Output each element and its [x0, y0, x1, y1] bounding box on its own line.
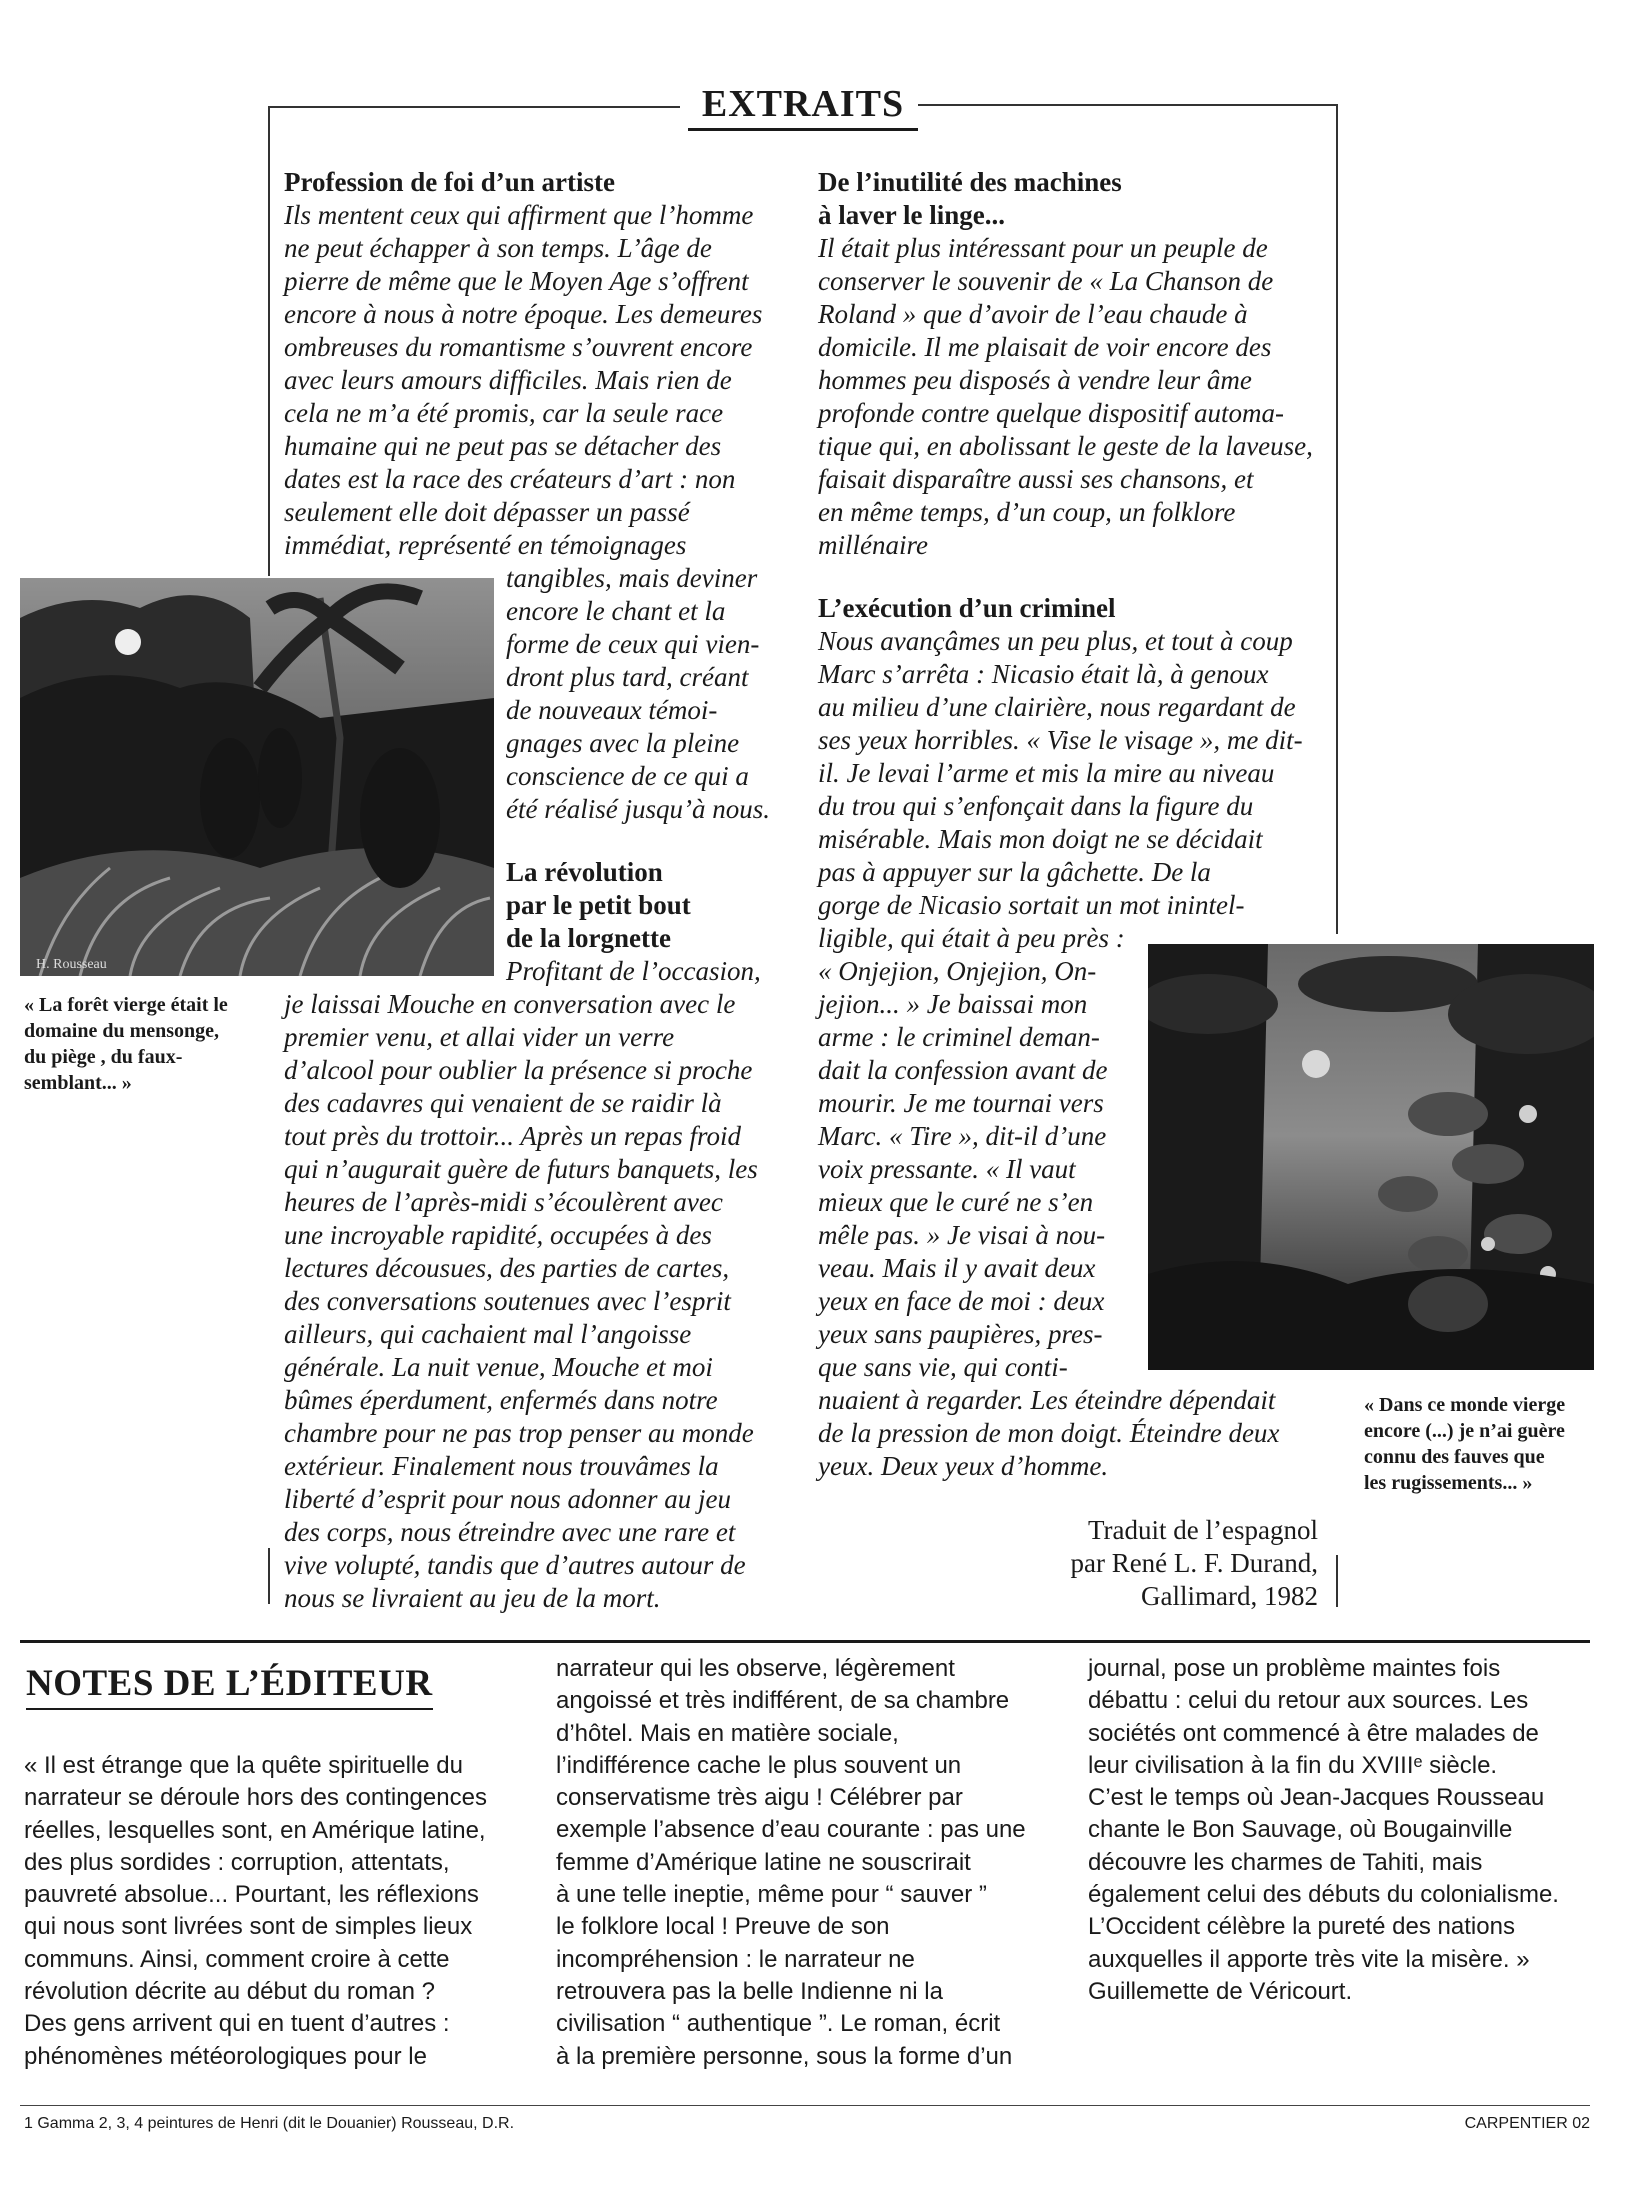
notes-line: auxquelles il apporte très vite la misère. » [1088, 1945, 1530, 1973]
text-line: gnages avec la pleine [506, 728, 740, 758]
caption-left [24, 992, 264, 1096]
text-line: misérable. Mais mon doigt ne se décidait [818, 824, 1263, 854]
notes-title: NOTES DE L’ÉDITEUR [26, 1662, 433, 1710]
text-line: été réalisé jusqu’à nous. [506, 794, 770, 824]
text-line: faisait disparaître aussi ses chansons, et [818, 464, 1254, 494]
page-title: EXTRAITS [688, 82, 918, 131]
text-line: yeux en face de moi : deux [818, 1286, 1105, 1316]
caption-line: encore (...) je n’ai guère [1364, 1420, 1565, 1442]
section-heading: par le petit bout [506, 890, 691, 920]
page-reference: CARPENTIER 02 [1464, 2115, 1590, 2132]
text-line: forme de ceux qui vien- [506, 629, 760, 659]
text-line: dates est la race des créateurs d’art : non [284, 464, 736, 494]
notes-line: révolution décrite au début du roman ? [24, 1978, 435, 2006]
notes-column-1 [24, 1750, 524, 2073]
text-line: premier venu, et allai vider un verre [284, 1022, 675, 1052]
section-revolution [506, 856, 780, 988]
notes-line: civilisation “ authentique ”. Le roman, écrit [556, 2010, 1001, 2038]
notes-line: exemple l’absence d’eau courante : pas une [556, 1816, 1026, 1844]
notes-line: conservatisme très aigu ! Célébrer par [556, 1784, 963, 1812]
text-line: mêle pas. » Je visai à nou- [818, 1220, 1106, 1250]
text-line: Profitant de l’occasion, [506, 956, 761, 986]
notes-line: des plus sordides : corruption, attentats, [24, 1848, 450, 1876]
notes-line: L’Occident célèbre la pureté des nations [1088, 1913, 1515, 1941]
notes-line: d’hôtel. Mais en matière sociale, [556, 1719, 899, 1747]
text-line: conscience de ce qui a [506, 761, 749, 791]
caption-line: connu des fauves que [1364, 1446, 1545, 1468]
jungle-painting-image [1148, 944, 1594, 1370]
text-block [284, 199, 780, 562]
text-line: ligible, qui était à peu près : [818, 923, 1125, 953]
text-block [818, 232, 1316, 562]
text-line: extérieur. Finalement nous trouvâmes la [284, 1451, 719, 1481]
notes-line: angoissé et très indifférent, de sa chambre [556, 1687, 1010, 1715]
text-line: tout près du trottoir... Après un repas froid [284, 1121, 742, 1151]
credit-line: Traduit de l’espagnol [1088, 1515, 1318, 1545]
text-line: voix pressante. « Il vaut [818, 1154, 1076, 1184]
notes-line: « Il est étrange que la quête spirituelle du [24, 1752, 463, 1779]
notes-line: narrateur qui les observe, légèrement [556, 1655, 955, 1682]
text-block-narrow [506, 562, 780, 826]
text-line: veau. Mais il y avait deux [818, 1253, 1096, 1283]
text-line: Ils mentent ceux qui affirment que l’homme [284, 200, 754, 230]
notes-line: réelles, lesquelles sont, en Amérique latine, [24, 1816, 486, 1844]
text-line: Marc. « Tire », dit-il d’une [818, 1121, 1107, 1151]
text-line: profonde contre quelque dispositif automa- [818, 398, 1284, 428]
painting-jungle-tiger [1148, 944, 1594, 1370]
text-line: conserver le souvenir de « La Chanson de [818, 266, 1274, 296]
notes-line: phénomènes météorologiques pour le [24, 2042, 427, 2070]
notes-line: l’indifférence cache le plus souvent un [556, 1751, 962, 1779]
photo-credits: 1 Gamma 2, 3, 4 peintures de Henri (dit le Douanier) Rousseau, D.R. [24, 2115, 515, 2132]
text-line: humaine qui ne peut pas se détacher des [284, 431, 722, 461]
text-line: du trou qui s’enfonçait dans la figure du [818, 791, 1254, 821]
text-line: encore le chant et la [506, 596, 726, 626]
notes-line: narrateur se déroule hors des contingences [24, 1784, 487, 1812]
text-line: encore à nous à notre époque. Les demeures [284, 299, 763, 329]
text-line: arme : le criminel deman- [818, 1022, 1100, 1052]
notes-line: Guillemette de Véricourt. [1088, 1977, 1353, 2005]
notes-column-3 [1088, 1653, 1608, 2008]
text-line: de nouveaux témoi- [506, 695, 718, 725]
top-rule-right [918, 104, 1336, 106]
text-line: ne peut échapper à son temps. L’âge de [284, 233, 712, 263]
text-line: nuaient à regarder. Les éteindre dépendait [818, 1385, 1276, 1415]
notes-line: à la première personne, sous la forme d’un [556, 2042, 1013, 2070]
notes-line: C’est le temps où Jean-Jacques Rousseau [1088, 1784, 1545, 1812]
text-block-narrow [818, 955, 1140, 1384]
section-machines [818, 166, 1316, 562]
credit-line: Gallimard, 1982 [1141, 1581, 1318, 1611]
text-line: immédiat, représenté en témoignages [284, 530, 687, 560]
notes-line: également celui des débuts du colonialisme. [1088, 1881, 1559, 1909]
text-line: tangibles, mais deviner [506, 563, 758, 593]
text-line: des conversations soutenues avec l’esprit [284, 1286, 731, 1316]
jungle-painting-image [20, 578, 494, 976]
section-heading: De l’inutilité des machines [818, 167, 1122, 197]
text-line: liberté d’esprit pour nous adonner au jeu [284, 1484, 731, 1514]
notes-line: pauvreté absolue... Pourtant, les réflexions [24, 1881, 479, 1909]
notes-line: incompréhension : le narrateur ne [556, 1945, 915, 1973]
caption-line: les rugissements... » [1364, 1472, 1533, 1494]
notes-line: leur civilisation à la fin du XVIIIᵉ siècle. [1088, 1751, 1498, 1779]
text-line: hommes peu disposés à vendre leur âme [818, 365, 1252, 395]
text-line: pierre de même que le Moyen Age s’offrent [284, 266, 749, 296]
credit-line: par René L. F. Durand, [1070, 1548, 1318, 1578]
notes-line: journal, pose un problème maintes fois [1088, 1655, 1501, 1682]
text-line: yeux sans paupières, pres- [818, 1319, 1103, 1349]
text-line: pas à appuyer sur la gâchette. De la [818, 857, 1211, 887]
caption-right [1364, 1392, 1604, 1496]
notes-line: retrouvera pas la belle Indienne ni la [556, 1977, 943, 2005]
text-line: une incroyable rapidité, occupées à des [284, 1220, 712, 1250]
notes-line: chante le Bon Sauvage, où Bougainville [1088, 1816, 1513, 1844]
section-heading: Profession de foi d’un artiste [284, 167, 615, 197]
text-line: cela ne m’a été promis, car la seule race [284, 398, 724, 428]
notes-line: découvre les charmes de Tahiti, mais [1088, 1848, 1483, 1876]
text-line: Il était plus intéressant pour un peuple de [818, 233, 1268, 263]
frame-rule-right-bottom [1336, 1555, 1338, 1607]
notes-line: sociétés ont commencé à être malades de [1088, 1719, 1539, 1747]
painting-virgin-forest [20, 578, 494, 976]
caption-line: domaine du mensonge, [24, 1020, 220, 1042]
text-line: je laissai Mouche en conversation avec le [284, 989, 736, 1019]
text-line: des corps, nous étreindre avec une rare et [284, 1517, 736, 1547]
text-line: dait la confession avant de [818, 1055, 1108, 1085]
text-line: jejion... » Je baissai mon [818, 989, 1088, 1019]
text-line: ombreuses du romantisme s’ouvrent encore [284, 332, 753, 362]
text-line: gorge de Nicasio sortait un mot inintel- [818, 890, 1245, 920]
notes-line: qui nous sont livrées sont de simples lieux [24, 1913, 473, 1941]
caption-line: « Dans ce monde vierge [1364, 1394, 1566, 1416]
text-line: qui n’augurait guère de futurs banquets, les [284, 1154, 758, 1184]
section-profession [284, 166, 780, 562]
text-block [818, 625, 1316, 955]
text-line: « Onjejion, Onjejion, On- [818, 956, 1097, 986]
frame-rule-right [1336, 104, 1338, 934]
section-heading: La révolution [506, 857, 663, 887]
text-line: mourir. Je me tournai vers [818, 1088, 1104, 1118]
caption-line: « La forêt vierge était le [24, 994, 228, 1016]
text-line: avec leurs amours difficiles. Mais rien de [284, 365, 732, 395]
section-heading: à laver le linge... [818, 200, 1005, 230]
text-line: ailleurs, qui cachaient mal l’angoisse [284, 1319, 692, 1349]
text-line: Roland » que d’avoir de l’eau chaude à [818, 299, 1248, 329]
notes-column-2 [556, 1653, 1076, 2073]
text-line: au milieu d’une clairière, nous regardant de [818, 692, 1296, 722]
translation-credit [1000, 1514, 1318, 1613]
notes-line: le folklore local ! Preuve de son [556, 1913, 890, 1941]
notes-line: femme d’Amérique latine ne souscrirait [556, 1848, 971, 1876]
text-line: ses yeux horribles. « Vise le visage », me dit- [818, 725, 1303, 755]
text-line: domicile. Il me plaisait de voir encore des [818, 332, 1272, 362]
text-line: millénaire [818, 530, 928, 560]
notes-line: communs. Ainsi, comment croire à cette [24, 1945, 450, 1973]
text-line: chambre pour ne pas trop penser au monde [284, 1418, 754, 1448]
frame-rule-left-bottom [268, 1548, 270, 1604]
text-line: générale. La nuit venue, Mouche et moi [284, 1352, 713, 1382]
text-line: yeux. Deux yeux d’homme. [818, 1451, 1109, 1481]
text-line: lectures décousues, des parties de cartes, [284, 1253, 730, 1283]
section-heading: L’exécution d’un criminel [818, 593, 1116, 623]
text-line: Marc s’arrêta : Nicasio était là, à genoux [818, 659, 1269, 689]
caption-line: du piège , du faux- [24, 1046, 183, 1068]
caption-line: semblant... » [24, 1072, 132, 1094]
text-line: bûmes éperdument, enfermés dans notre [284, 1385, 718, 1415]
text-line: mieux que le curé ne s’en [818, 1187, 1094, 1217]
text-line: vive volupté, tandis que d’autres autour de [284, 1550, 746, 1580]
notes-line: Des gens arrivent qui en tuent d’autres : [24, 2010, 450, 2038]
text-line: que sans vie, qui conti- [818, 1352, 1068, 1382]
text-line: seulement elle doit dépasser un passé [284, 497, 690, 527]
text-block [284, 988, 780, 1615]
notes-divider [20, 1640, 1590, 1643]
notes-line: débattu : celui du retour aux sources. Les [1088, 1687, 1529, 1715]
text-line: en même temps, d’un coup, un folklore [818, 497, 1236, 527]
text-block [818, 1384, 1316, 1483]
text-line: d’alcool pour oublier la présence si proche [284, 1055, 753, 1085]
top-rule-left [268, 106, 680, 108]
notes-line: à une telle ineptie, même pour “ sauver ” [556, 1881, 987, 1909]
text-line: des cadavres qui venaient de se raidir là [284, 1088, 722, 1118]
section-heading: de la lorgnette [506, 923, 671, 953]
section-execution [818, 592, 1316, 955]
text-line: dront plus tard, créant [506, 662, 749, 692]
painting-signature: H. Rousseau [36, 957, 107, 972]
footer-rule [20, 2105, 1590, 2106]
text-line: heures de l’après-midi s’écoulèrent avec [284, 1187, 723, 1217]
text-line: nous se livraient au jeu de la mort. [284, 1583, 661, 1613]
text-line: Nous avançâmes un peu plus, et tout à coup [818, 626, 1293, 656]
frame-rule-left [268, 106, 270, 576]
text-line: tique qui, en abolissant le geste de la laveuse, [818, 431, 1313, 461]
text-line: il. Je levai l’arme et mis la mire au niveau [818, 758, 1275, 788]
text-line: de la pression de mon doigt. Éteindre deux [818, 1418, 1280, 1448]
